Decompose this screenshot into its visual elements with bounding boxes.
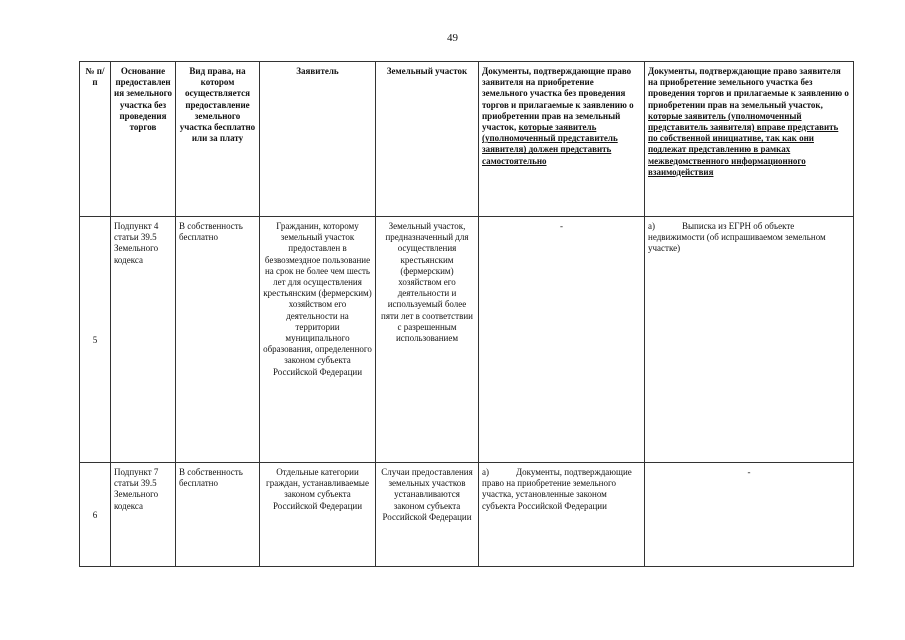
row-right-type: В собственность бесплатно xyxy=(176,463,260,567)
row-land-plot: Земельный участок, предназначенный для осуществления крестьянским (фермерским) хозяйством его деятельности и используемый более пяти лет в соответствии с разрешенным использованием xyxy=(376,217,479,463)
row-right-type: В собственность бесплатно xyxy=(176,217,260,463)
row-basis: Подпункт 7 статьи 39.5 Земельного кодекса xyxy=(111,463,176,567)
header-applicant: Заявитель xyxy=(260,62,376,217)
list-marker: а) xyxy=(482,467,489,477)
row-basis: Подпункт 4 статьи 39.5 Земельного кодекса xyxy=(111,217,176,463)
row-num: 5 xyxy=(80,217,111,463)
header-docs-own-initiative xyxy=(645,62,854,217)
row-num: 6 xyxy=(80,463,111,567)
row-land-plot: Случаи предоставления земельных участков устанавливаются законом субъекта Российской Федерации xyxy=(376,463,479,567)
header-docs-own-underlined: которые заявитель (уполномоченный представитель заявителя) вправе представить по собственной инициативе, так как они подлежат представлению в рамках межведомственного информационного взаимодействия xyxy=(648,110,839,177)
row-docs-self-text: Документы, подтверждающие право на приобретение земельного участка, установленные законом субъекта Российской Федерации xyxy=(482,467,632,511)
header-land-plot: Земельный участок xyxy=(376,62,479,217)
row-docs-own-initiative: - xyxy=(645,463,854,567)
header-docs-self-text: Документы, подтверждающие право заявителя на приобретение земельного участка без проведения торгов и прилагаемые к заявлению о приобретении прав на земельный участок, xyxy=(482,66,634,133)
row-docs-self xyxy=(479,463,645,567)
header-num: № п/п xyxy=(80,62,111,217)
header-docs-self-underlined: которые заявитель (уполномоченный представитель заявителя) должен представить самостоятельно xyxy=(482,122,618,166)
header-docs-own-text: Документы, подтверждающие право заявителя на приобретение земельного участка без проведения торгов и прилагаемые к заявлению о приобретении прав на земельный участок, xyxy=(648,66,849,110)
table-row xyxy=(80,463,854,567)
header-docs-self xyxy=(479,62,645,217)
page-number: 49 xyxy=(447,32,458,44)
table-row xyxy=(80,217,854,463)
header-right-type: Вид права, на котором осуществляется предоставление земельного участка бесплатно или за плату xyxy=(176,62,260,217)
header-basis: Основание предоставления земельного участка без проведения торгов xyxy=(111,62,176,217)
row-docs-own-initiative xyxy=(645,217,854,463)
row-docs-self: - xyxy=(479,217,645,463)
row-applicant: Отдельные категории граждан, устанавливаемые законом субъекта Российской Федерации xyxy=(260,463,376,567)
row-applicant: Гражданин, которому земельный участок предоставлен в безвозмездное пользование на срок не более чем шесть лет для осуществления крестьянским (фермерским) хозяйством его деятельности на территории муниципального образования, определенного законом субъекта Российской Федерации xyxy=(260,217,376,463)
list-marker: а) xyxy=(648,221,655,231)
land-plot-documents-table xyxy=(79,61,854,567)
table-header-row xyxy=(80,62,854,217)
row-docs-own-text: Выписка из ЕГРН об объекте недвижимости (об испрашиваемом земельном участке) xyxy=(648,221,826,254)
